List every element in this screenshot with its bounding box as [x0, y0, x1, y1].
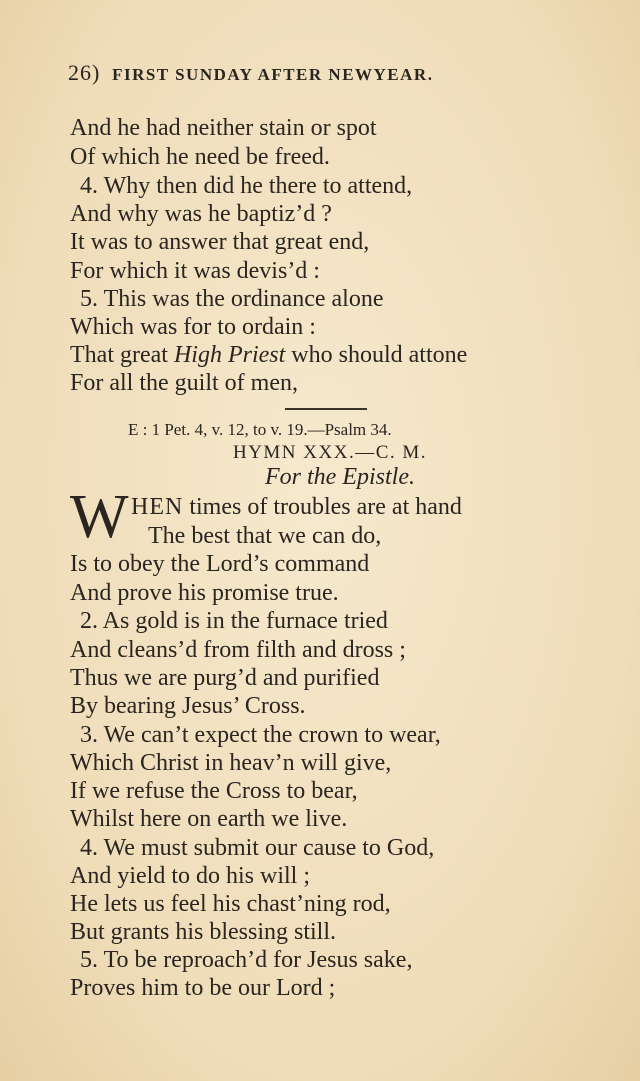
- verse-line: The best that we can do,: [148, 523, 382, 549]
- section-divider: [285, 408, 367, 410]
- hymn-title: HYMN XXX.—C. M.: [232, 442, 428, 463]
- verse-line: 2. As gold is in the furnace tried: [80, 608, 388, 634]
- verse-line-high-priest: [70, 341, 467, 369]
- italic-phrase: High Priest: [173, 342, 286, 368]
- drop-capital: W: [70, 483, 129, 551]
- running-title: FIRST SUNDAY AFTER NEWYEAR.: [112, 65, 434, 84]
- verse-line: 3. We can’t expect the crown to wear,: [80, 722, 441, 748]
- verse-line: 4. Why then did he there to attend,: [80, 173, 413, 199]
- page-number: 26): [68, 60, 101, 85]
- verse-line: But grants his blessing still.: [70, 919, 337, 945]
- verse-line: It was to answer that great end,: [70, 229, 370, 255]
- verse-line: Which was for to ordain :: [70, 314, 316, 340]
- verse-line: If we refuse the Cross to bear,: [70, 778, 358, 804]
- first-word-caps: HEN: [131, 494, 184, 520]
- verse-text: who should attone: [285, 342, 468, 368]
- verse-line: 4. We must submit our cause to God,: [80, 835, 435, 861]
- scripture-reference: E : 1 Pet. 4, v. 12, to v. 19.—Psalm 34.: [128, 420, 392, 439]
- verse-line: By bearing Jesus’ Cross.: [70, 693, 306, 719]
- verse-line: He lets us feel his chast’ning rod,: [70, 891, 391, 917]
- verse-line: And cleans’d from filth and dross ;: [70, 637, 406, 663]
- verse-line: For all the guilt of men,: [70, 370, 298, 396]
- verse-line: For which it was devis’d :: [70, 258, 320, 284]
- verse-text: times of troubles are at hand: [183, 494, 462, 520]
- hymn-occasion: For the Epistle.: [265, 464, 415, 490]
- verse-line: Which Christ in heav’n will give,: [70, 750, 392, 776]
- verse-line: And he had neither stain or spot: [70, 115, 377, 141]
- verse-line: Of which he need be freed.: [70, 144, 330, 170]
- verse-text: That great: [70, 342, 174, 368]
- verse-line-first: [131, 493, 462, 521]
- verse-line: Proves him to be our Lord ;: [70, 975, 336, 1001]
- verse-line: And why was he baptiz’d ?: [70, 201, 332, 227]
- verse-line: 5. To be reproach’d for Jesus sake,: [80, 947, 413, 973]
- verse-line: And prove his promise true.: [70, 580, 339, 606]
- running-header: [68, 60, 568, 86]
- verse-line: Whilst here on earth we live.: [70, 806, 348, 832]
- verse-line: Is to obey the Lord’s command: [70, 551, 370, 577]
- verse-line: And yield to do his will ;: [70, 863, 310, 889]
- verse-line: Thus we are purg’d and purified: [70, 665, 380, 691]
- verse-line: 5. This was the ordinance alone: [80, 286, 384, 312]
